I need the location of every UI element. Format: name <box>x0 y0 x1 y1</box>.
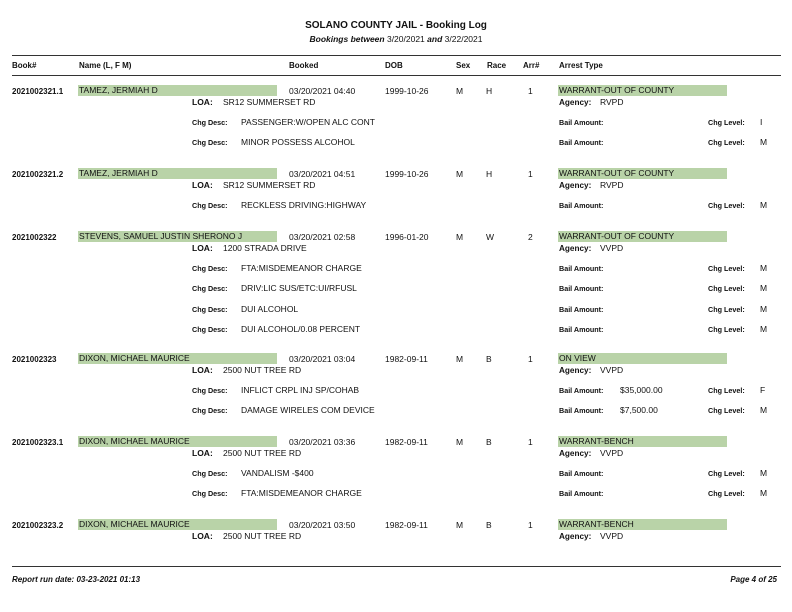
arrest-type: WARRANT-BENCH <box>558 519 727 530</box>
charge-level: M <box>760 488 768 499</box>
charge-desc: DUI ALCOHOL/0.08 PERCENT <box>241 323 361 334</box>
charge-desc: PASSENGER:W/OPEN ALC CONT <box>241 117 375 127</box>
bail-amount-label: Bail Amount: <box>559 138 604 148</box>
date-from: 3/20/2021 <box>386 34 425 44</box>
charge-desc-label: Chg Desc: <box>192 118 228 127</box>
booked-datetime: 03/20/2021 02:58 <box>289 232 356 242</box>
agency-label: Agency: <box>559 532 592 541</box>
charge-level-label: Chg Level: <box>708 406 745 416</box>
booked-datetime: 03/20/2021 04:40 <box>289 86 356 96</box>
agency-value: VVPD <box>600 531 624 541</box>
booked-datetime: 03/20/2021 03:50 <box>289 520 356 530</box>
bail-amount: $35,000.00 <box>620 385 663 395</box>
race: B <box>486 437 492 447</box>
charge-level: F <box>760 385 766 395</box>
agency-value: VVPD <box>600 365 624 375</box>
charge-desc-label: Chg Desc: <box>192 304 228 314</box>
date-of-birth: 1996-01-20 <box>385 232 429 242</box>
loa-label: LOA: <box>192 365 213 375</box>
race: B <box>486 520 492 530</box>
charge-desc-label: Chg Desc: <box>192 386 228 395</box>
booked-datetime: 03/20/2021 03:36 <box>289 437 356 447</box>
arrest-count: 1 <box>528 86 533 96</box>
arrest-count: 1 <box>528 520 533 530</box>
charge-level-label: Chg Level: <box>708 489 745 499</box>
bail-amount-label: Bail Amount: <box>559 284 604 294</box>
date-of-birth: 1982-09-11 <box>385 437 428 447</box>
report-run-date: Report run date: 03-23-2021 01:13 <box>12 575 141 584</box>
date-of-birth: 1982-09-11 <box>385 354 428 364</box>
bail-amount-label: Bail Amount: <box>559 489 604 499</box>
charge-desc-label: Chg Desc: <box>192 406 228 416</box>
inmate-name: TAMEZ, JERMIAH D <box>78 85 277 96</box>
agency-value: VVPD <box>600 448 624 458</box>
bail-amount-label: Bail Amount: <box>559 304 604 314</box>
bail-amount: $7,500.00 <box>620 405 658 416</box>
charge-level-label: Chg Level: <box>708 264 745 273</box>
arrest-count: 2 <box>528 232 533 242</box>
charge-desc-label: Chg Desc: <box>192 324 228 334</box>
charge-desc: MINOR POSSESS ALCOHOL <box>241 137 355 148</box>
arrest-type: WARRANT-OUT OF COUNTY <box>558 85 727 96</box>
date-to: 3/22/2021 <box>444 34 483 44</box>
arrest-count: 1 <box>528 354 533 364</box>
charge-desc-label: Chg Desc: <box>192 489 228 499</box>
agency-value: VVPD <box>600 243 624 253</box>
charge-desc: DUI ALCOHOL <box>241 303 299 314</box>
book-number: 2021002321.2 <box>12 170 64 179</box>
arrest-type: ON VIEW <box>558 353 727 364</box>
agency-label: Agency: <box>559 366 592 375</box>
sex: M <box>456 354 464 364</box>
bail-amount-label: Bail Amount: <box>559 386 604 395</box>
sex: M <box>456 86 464 96</box>
header-bottom-rule <box>12 75 781 76</box>
charge-level: M <box>760 323 768 334</box>
col-sex: Sex <box>456 61 471 70</box>
inmate-name: DIXON, MICHAEL MAURICE <box>78 519 277 530</box>
charge-level: M <box>760 200 768 210</box>
inmate-name: TAMEZ, JERMIAH D <box>78 168 277 179</box>
col-arr: Arr# <box>523 61 540 70</box>
col-name: Name (L, F M) <box>79 61 132 70</box>
charge-level: M <box>760 283 768 294</box>
col-arrest-type: Arrest Type <box>559 61 603 70</box>
booked-datetime: 03/20/2021 04:51 <box>289 169 356 179</box>
subtitle-prefix: Bookings between <box>309 34 385 44</box>
charge-desc-label: Chg Desc: <box>192 201 228 210</box>
race: H <box>486 169 493 179</box>
book-number: 2021002323 <box>12 355 57 364</box>
charge-level-label: Chg Level: <box>708 469 745 478</box>
charge-level: M <box>760 405 768 416</box>
arrest-type: WARRANT-BENCH <box>558 436 727 447</box>
col-booked: Booked <box>289 61 319 70</box>
date-of-birth: 1999-10-26 <box>385 169 429 179</box>
page-number: Page 4 of 25 <box>730 575 777 584</box>
agency-label: Agency: <box>559 98 592 107</box>
agency-label: Agency: <box>559 449 592 458</box>
loa-value: 2500 NUT TREE RD <box>223 448 302 458</box>
arrest-count: 1 <box>528 169 533 179</box>
charge-level: M <box>760 137 768 148</box>
book-number: 2021002322 <box>12 233 57 242</box>
charge-level: I <box>760 117 763 127</box>
race: H <box>486 86 493 96</box>
charge-level-label: Chg Level: <box>708 118 745 127</box>
bail-amount-label: Bail Amount: <box>559 406 604 416</box>
charge-desc: FTA:MISDEMEANOR CHARGE <box>241 488 362 499</box>
loa-value: 2500 NUT TREE RD <box>223 365 302 375</box>
loa-value: SR12 SUMMERSET RD <box>223 97 316 107</box>
charge-level: M <box>760 303 768 314</box>
sex: M <box>456 232 464 242</box>
col-dob: DOB <box>385 61 403 70</box>
charge-desc: DRIV:LIC SUS/ETC:UI/RFUSL <box>241 283 357 294</box>
inmate-name: DIXON, MICHAEL MAURICE <box>78 436 277 447</box>
charge-level-label: Chg Level: <box>708 386 745 395</box>
agency-label: Agency: <box>559 244 592 253</box>
race: B <box>486 354 492 364</box>
charge-desc: DAMAGE WIRELES COM DEVICE <box>241 405 375 416</box>
charge-level-label: Chg Level: <box>708 304 745 314</box>
charge-level-label: Chg Level: <box>708 138 745 148</box>
charge-desc-label: Chg Desc: <box>192 284 228 294</box>
charge-level-label: Chg Level: <box>708 284 745 294</box>
loa-label: LOA: <box>192 531 213 541</box>
col-race: Race <box>487 61 507 70</box>
loa-label: LOA: <box>192 97 213 107</box>
charge-desc-label: Chg Desc: <box>192 138 228 148</box>
booked-datetime: 03/20/2021 03:04 <box>289 354 356 364</box>
subtitle-and: and <box>427 34 443 44</box>
charge-desc: VANDALISM -$400 <box>241 468 314 478</box>
book-number: 2021002323.2 <box>12 521 64 530</box>
loa-label: LOA: <box>192 180 213 190</box>
bail-amount-label: Bail Amount: <box>559 201 604 210</box>
charge-desc: INFLICT CRPL INJ SP/COHAB <box>241 385 360 395</box>
loa-value: SR12 SUMMERSET RD <box>223 180 316 190</box>
footer-rule <box>12 566 781 567</box>
header-top-rule <box>12 55 781 56</box>
date-of-birth: 1999-10-26 <box>385 86 429 96</box>
charge-desc-label: Chg Desc: <box>192 264 228 273</box>
book-number: 2021002323.1 <box>12 438 64 447</box>
bail-amount-label: Bail Amount: <box>559 324 604 334</box>
bail-amount-label: Bail Amount: <box>559 469 604 478</box>
report-subtitle <box>0 34 792 44</box>
loa-value: 2500 NUT TREE RD <box>223 531 302 541</box>
charge-desc: RECKLESS DRIVING:HIGHWAY <box>241 200 367 210</box>
loa-value: 1200 STRADA DRIVE <box>223 243 307 253</box>
bail-amount-label: Bail Amount: <box>559 118 604 127</box>
report-title: SOLANO COUNTY JAIL - Booking Log <box>305 20 487 31</box>
charge-desc: FTA:MISDEMEANOR CHARGE <box>241 263 362 273</box>
bail-amount-label: Bail Amount: <box>559 264 604 273</box>
agency-value: RVPD <box>600 97 624 107</box>
loa-label: LOA: <box>192 448 213 458</box>
charge-level: M <box>760 468 768 478</box>
arrest-count: 1 <box>528 437 533 447</box>
charge-desc-label: Chg Desc: <box>192 469 228 478</box>
sex: M <box>456 437 464 447</box>
sex: M <box>456 169 464 179</box>
agency-label: Agency: <box>559 181 592 190</box>
inmate-name: DIXON, MICHAEL MAURICE <box>78 353 277 364</box>
charge-level-label: Chg Level: <box>708 324 745 334</box>
arrest-type: WARRANT-OUT OF COUNTY <box>558 168 727 179</box>
date-of-birth: 1982-09-11 <box>385 520 428 530</box>
race: W <box>486 232 495 242</box>
charge-level: M <box>760 263 768 273</box>
loa-label: LOA: <box>192 243 213 253</box>
col-book: Book# <box>12 61 37 70</box>
arrest-type: WARRANT-OUT OF COUNTY <box>558 231 727 242</box>
book-number: 2021002321.1 <box>12 87 64 96</box>
sex: M <box>456 520 464 530</box>
inmate-name: STEVENS, SAMUEL JUSTIN SHERONO J <box>78 231 277 242</box>
charge-level-label: Chg Level: <box>708 201 745 210</box>
agency-value: RVPD <box>600 180 624 190</box>
